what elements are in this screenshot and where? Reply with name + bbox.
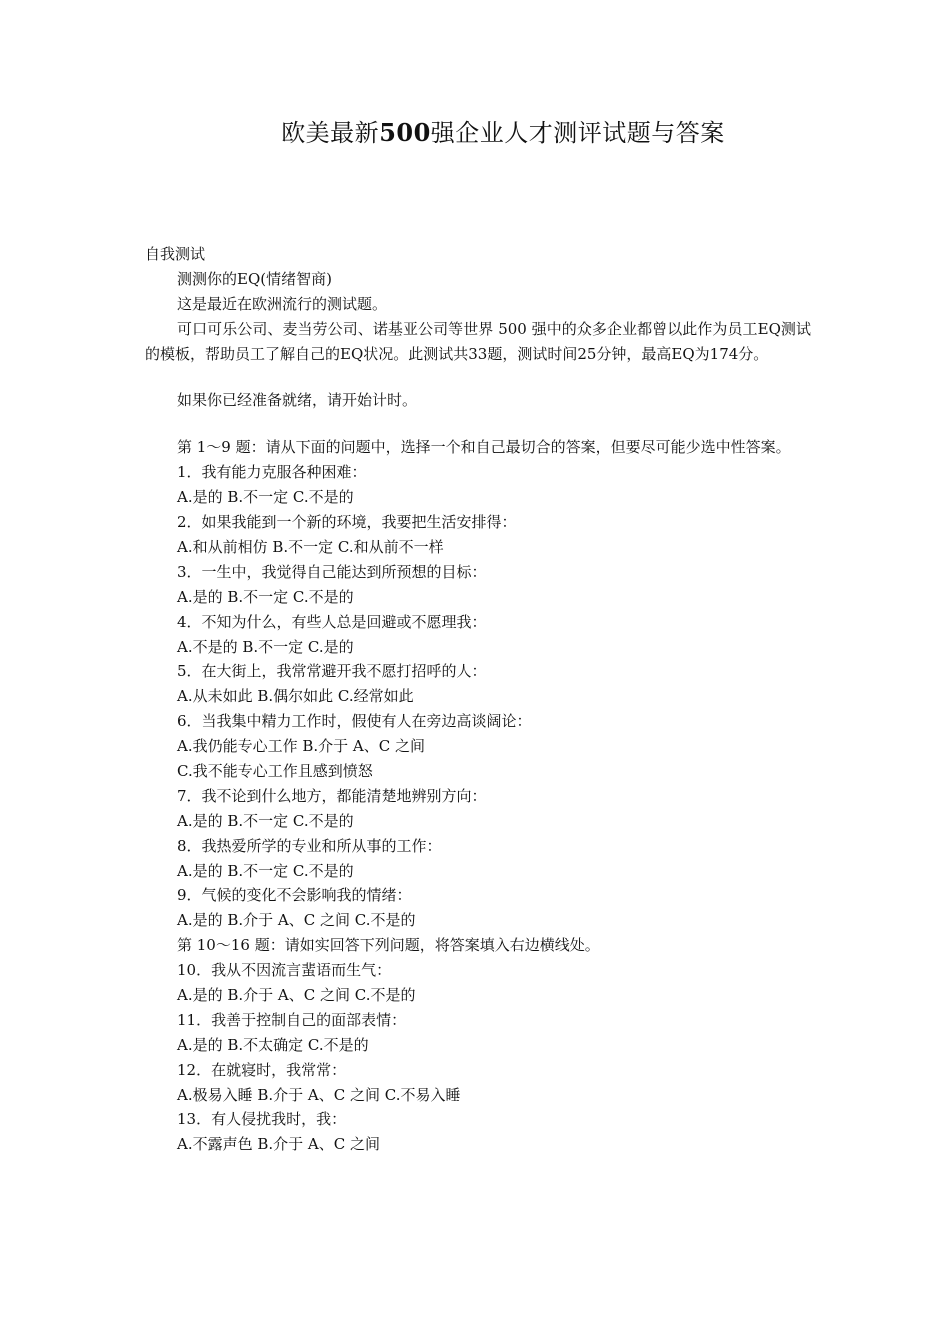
question-text: 6．当我集中精力工作时，假使有人在旁边高谈阔论： (177, 712, 532, 731)
answer-options: A.从未如此 B.偶尔如此 C.经常如此 (177, 687, 414, 706)
question-text: 7．我不论到什么地方，都能清楚地辨别方向： (177, 786, 487, 805)
intro-paragraph: 可口可乐公司、麦当劳公司、诺基亚公司等世界 500 强中的众多企业都曾以此作为员工EQ测试的模板，帮助员工了解自己的EQ状况。此测试共33题，测试时间25分钟，最高EQ为174分。 (145, 319, 811, 363)
question-text: 12．在就寝时，我常常： (177, 1060, 347, 1079)
question-text: 1．我有能力克服各种困难： (177, 463, 367, 482)
part2-instruction: 第 10～16 题：请如实回答下列问题，将答案填入右边横线处。 (177, 936, 600, 955)
spacer (145, 366, 811, 388)
answer-options: A.是的 B.不一定 C.不是的 (177, 587, 354, 606)
document-title (0, 116, 950, 150)
answer-options: A.是的 B.不一定 C.不是的 (177, 861, 354, 880)
question-text: 3．一生中，我觉得自己能达到所预想的目标： (177, 562, 487, 581)
test-subtitle: 测测你的EQ(情绪智商) (177, 269, 332, 288)
section-heading: 自我测试 (145, 245, 206, 263)
answer-options: A.是的 B.不一定 C.不是的 (177, 488, 354, 507)
answer-options: A.是的 B.介于 A、C 之间 C.不是的 (177, 911, 416, 930)
answer-options: A.是的 B.介于 A、C 之间 C.不是的 (177, 985, 416, 1004)
answer-options: A.不是的 B.不一定 C.是的 (177, 637, 354, 656)
answer-options: A.是的 B.不一定 C.不是的 (177, 811, 354, 830)
ready-line: 如果你已经准备就绪，请开始计时。 (177, 391, 418, 410)
answer-options: A.不露声色 B.介于 A、C 之间 (177, 1135, 381, 1154)
answer-options: A.极易入睡 B.介于 A、C 之间 C.不易入睡 (177, 1085, 461, 1104)
answer-options: A.我仍能专心工作 B.介于 A、C 之间 (177, 737, 426, 756)
question-text: 5．在大街上，我常常避开我不愿打招呼的人： (177, 662, 487, 681)
title-number: 500 (379, 118, 431, 147)
question-text: 13．有人侵扰我时，我： (177, 1110, 347, 1129)
question-text: 4．不知为什么，有些人总是回避或不愿理我： (177, 612, 487, 631)
document-body (145, 242, 811, 1157)
question-text: 2．如果我能到一个新的环境，我要把生活安排得： (177, 513, 517, 532)
question-text: 10．我从不因流言蜚语而生气： (177, 961, 392, 980)
part1-instruction: 第 1～9 题：请从下面的问题中，选择一个和自己最切合的答案，但要尽可能少选中性答案。 (177, 438, 791, 457)
title-suffix: 强企业人才测评试题与答案 (430, 119, 725, 147)
answer-options-continued: C.我不能专心工作且感到愤怒 (177, 761, 373, 780)
question-text: 9．气候的变化不会影响我的情绪： (177, 886, 412, 905)
answer-options: A.和从前相仿 B.不一定 C.和从前不一样 (177, 537, 444, 556)
answer-options: A.是的 B.不太确定 C.不是的 (177, 1035, 369, 1054)
intro-line: 这是最近在欧洲流行的测试题。 (177, 294, 388, 313)
question-text: 8．我热爱所学的专业和所从事的工作： (177, 836, 442, 855)
title-prefix: 欧美最新 (281, 119, 380, 147)
question-text: 11．我善于控制自己的面部表情： (177, 1010, 407, 1029)
spacer (145, 413, 811, 435)
